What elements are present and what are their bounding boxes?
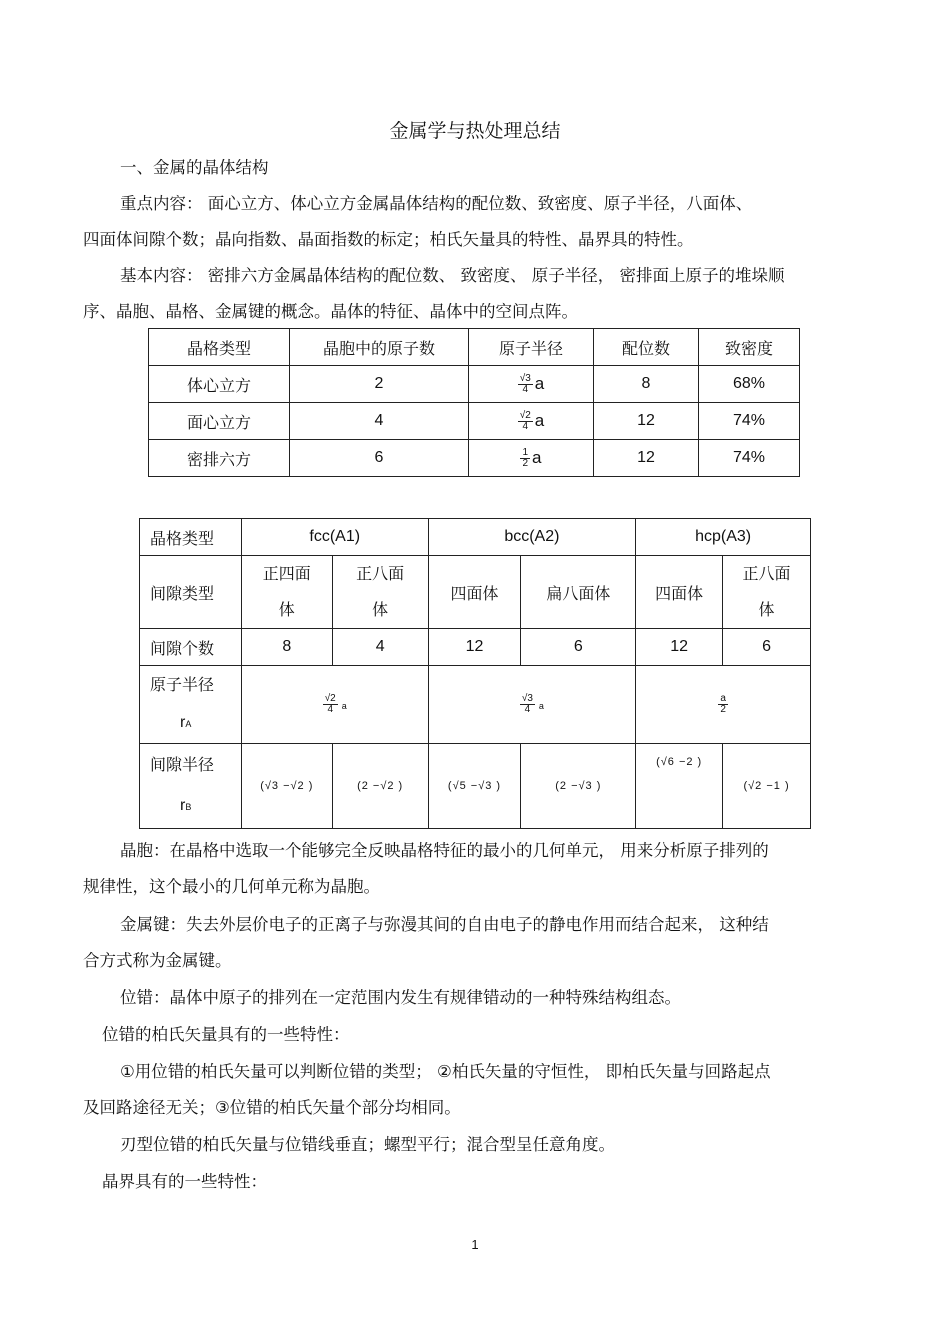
lattice-header: fcc(A1) [241,519,428,556]
basic-content-line2: 序、晶胞、晶格、金属键的概念。晶体的特征、晶体中的空间点阵。 [83,302,578,321]
radius-fraction: $\frac{√2}{4}$ [519,409,531,432]
metallic-bond-definition-line2: 合方式称为金属键。 [83,951,232,970]
gap-radius-cell: (√6 −2 ) [636,744,723,829]
page-number: 1 [471,1237,479,1252]
edge-screw-statement: 刃型位错的柏氏矢量与位错线垂直；螺型平行；混合型呈任意角度。 [120,1135,615,1154]
metallic-bond-definition-line1: 金属键：失去外层价电子的正离子与弥漫其间的自由电子的静电作用而结合起来， 这种结 [120,915,769,934]
gap-type-cell: 正四面 体 [241,556,332,629]
coordination-cell: 12 [594,440,699,477]
table-row [149,440,800,477]
gap-count-cell: 8 [241,629,332,666]
burgers-heading: 位错的柏氏矢量具有的一些特性： [102,1025,350,1044]
burgers-properties-line1: ①用位错的柏氏矢量可以判断位错的类型； ②柏氏矢量的守恒性， 即柏氏矢量与回路起点 [120,1062,771,1081]
key-points-line2: 四面体间隙个数；晶向指数、晶面指数的标定；柏氏矢量具的特性、晶界具的特性。 [83,230,694,249]
table-header-row [149,329,800,366]
crystal-structure-table [148,328,800,477]
coordination-cell: 12 [594,403,699,440]
coordination-cell: 8 [594,366,699,403]
gap-count-cell: 12 [428,629,521,666]
gap-count-cell: 4 [332,629,428,666]
table-row [140,629,811,666]
interstitial-table [139,518,811,829]
gap-radius-cell: (√2 −1 ) [723,744,811,829]
table-row [149,366,800,403]
atom-radius-fraction: $\frac{√3}{4}$ [521,693,533,715]
table-row [149,403,800,440]
row-label: 间隙类型 [140,556,242,629]
gap-count-cell: 6 [723,629,811,666]
table-row [140,556,811,629]
density-cell: 74% [699,440,800,477]
radius-fraction: $\frac{1}{2}$ [522,446,529,469]
gap-radius-cell: (√3 −√2 ) [241,744,332,829]
unit-cell-definition-line2: 规律性，这个最小的几何单元称为晶胞。 [83,877,380,896]
gap-type-cell: 正八面 体 [332,556,428,629]
table-row [140,666,811,744]
grain-boundary-heading: 晶界具有的一些特性： [102,1172,267,1191]
radius-cell: $\frac{√3}{4}$ a [469,366,594,403]
atom-radius-fraction: $\frac{a}{2}$ [720,693,726,715]
lattice-type-cell: 体心立方 [149,366,290,403]
table-row [140,744,811,829]
atoms-cell: 6 [290,440,469,477]
table-row [140,519,811,556]
header-cell: 原子半径 [469,329,594,366]
radius-cell: $\frac{√2}{4}$ a [469,403,594,440]
gap-radius-cell: (2 −√3 ) [521,744,636,829]
header-cell: 晶格类型 [149,329,290,366]
lattice-type-cell: 密排六方 [149,440,290,477]
row-label: 间隙个数 [140,629,242,666]
radius-fraction: $\frac{√3}{4}$ [519,372,531,395]
lattice-header: bcc(A2) [428,519,636,556]
density-cell: 68% [699,366,800,403]
gap-type-cell: 扁八面体 [521,556,636,629]
dislocation-definition: 位错：晶体中原子的排列在一定范围内发生有规律错动的一种特殊结构组态。 [120,988,681,1007]
gap-type-cell: 四面体 [428,556,521,629]
gap-count-cell: 12 [636,629,723,666]
basic-content-line1: 基本内容： 密排六方金属晶体结构的配位数、 致密度、 原子半径， 密排面上原子的堆垛顺 [120,266,785,285]
row-label: 晶格类型 [140,519,242,556]
atom-radius-cell: $\frac{√2}{4}$ a [241,666,428,744]
atom-radius-cell: $\frac{√3}{4}$ a [428,666,636,744]
radius-cell: $\frac{1}{2}$ a [469,440,594,477]
row-label: 原子半径 rA [140,666,242,744]
gap-radius-cell: (√5 −√3 ) [428,744,521,829]
burgers-properties-line2: 及回路途径无关；③位错的柏氏矢量个部分均相同。 [83,1098,461,1117]
atom-radius-cell [636,666,811,744]
unit-cell-definition-line1: 晶胞：在晶格中选取一个能够完全反映晶格特征的最小的几何单元， 用来分析原子排列的 [120,841,769,860]
header-cell: 晶胞中的原子数 [290,329,469,366]
gap-type-cell: 正八面 体 [723,556,811,629]
header-cell: 配位数 [594,329,699,366]
atoms-cell: 4 [290,403,469,440]
lattice-type-cell: 面心立方 [149,403,290,440]
header-cell: 致密度 [699,329,800,366]
gap-radius-cell: (2 −√2 ) [332,744,428,829]
key-points-line1: 重点内容： 面心立方、体心立方金属晶体结构的配位数、致密度、原子半径，八面体、 [120,194,753,213]
section-heading: 一、金属的晶体结构 [120,158,269,177]
row-label: 间隙半径 rB [140,744,242,829]
gap-count-cell: 6 [521,629,636,666]
lattice-header: hcp(A3) [636,519,811,556]
gap-type-cell: 四面体 [636,556,723,629]
atoms-cell: 2 [290,366,469,403]
density-cell: 74% [699,403,800,440]
atom-radius-fraction: $\frac{√2}{4}$ [324,693,336,715]
document-title: 金属学与热处理总结 [389,120,561,142]
